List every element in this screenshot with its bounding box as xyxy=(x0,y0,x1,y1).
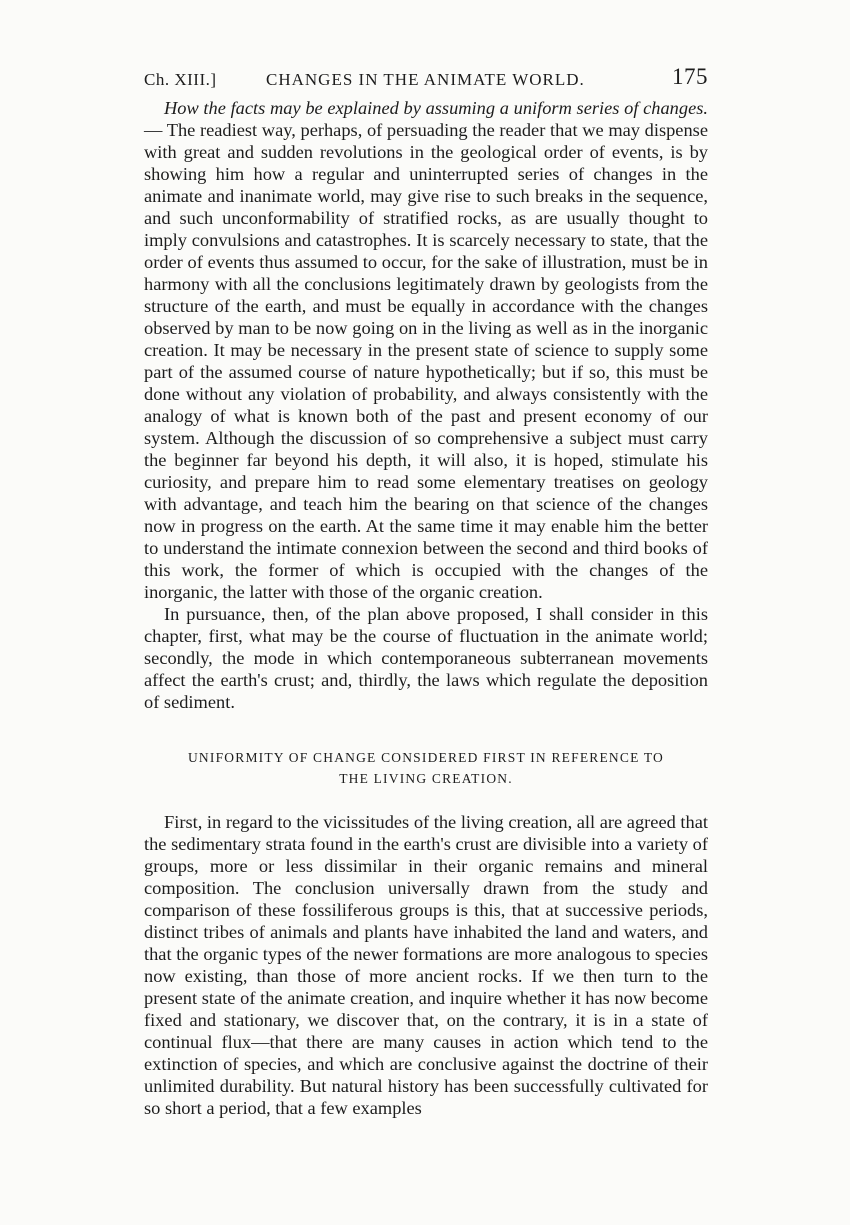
paragraph-living-creation: First, in regard to the vicissitudes of the living creation, all are agreed that the sedimentary strata found in the earth's crust are divisible into a variety of groups, more or less dissimilar in their organic remains and mineral composition. The conclusion universally drawn from the study and comparison of these fossiliferous groups is this, that at successive periods, distinct tribes of animals and plants have inhabited the land and waters, and that the organic types of the newer formations are more analogous to species now existing, than those of more ancient rocks. If we then turn to the present state of the animate creation, and inquire whether it has now become fixed and stationary, we discover that, on the contrary, it is in a state of continual flux—that there are many causes in action which tend to the extinction of species, and which are conclusive against the doctrine of their unlimited durability. But natural history has been successfully cultivated for so short a period, that a few examples xyxy=(144,812,708,1118)
paragraph-uniform-series xyxy=(144,97,708,603)
chapter-label: Ch. XIII.] xyxy=(144,70,217,89)
running-head xyxy=(144,62,708,96)
page-number: 175 xyxy=(672,64,708,89)
paragraph-body: — The readiest way, perhaps, of persuading the reader that we may dispense with great and sudden revolutions in the geological order of events, is by showing him how a regular and uninterrupted series of changes in the animate and inanimate world, may give rise to such breaks in the sequence, and such unconformability of stratified rocks, as are usually thought to imply convulsions and catastrophes. It is scarcely necessary to state, that the order of events thus assumed to occur, for the sake of illustration, must be in harmony with all the conclusions legitimately drawn by geologists from the structure of the earth, and must be equally in accordance with the changes observed by man to be now going on in the living as well as in the inorganic creation. It may be necessary in the present state of science to supply some part of the assumed course of nature hypothetically; but if so, this must be done without any violation of probability, and always consistently with the analogy of what is known both of the past and present economy of our system. Although the discussion of so comprehensive a subject must carry the beginner far beyond his depth, it will also, it is hoped, stimulate his curiosity, and prepare him to read some elementary treatises on geology with advantage, and teach him the bearing on that science of the changes now in progress on the earth. At the same time it may enable him the better to understand the intimate connexion between the second and third books of this work, the former of which is occupied with the changes of the inorganic, the latter with those of the organic creation. xyxy=(144,120,708,602)
section-heading-line-1: UNIFORMITY OF CHANGE CONSIDERED FIRST IN REFERENCE TO xyxy=(187,750,664,765)
paragraph-plan: In pursuance, then, of the plan above proposed, I shall consider in this chapter, first, what may be the course of fluctuation in the animate world; secondly, the mode in which contemporaneous subterranean movements affect the earth's crust; and, thirdly, the laws which regulate the deposition of sediment. xyxy=(144,604,708,712)
section-heading xyxy=(144,747,708,789)
running-title: CHANGES IN THE ANIMATE WORLD. xyxy=(266,70,585,89)
paragraph-lead-title: How the facts may be explained by assuming a uniform series of changes. xyxy=(164,98,708,118)
section-heading-line-2: THE LIVING CREATION. xyxy=(339,771,513,786)
